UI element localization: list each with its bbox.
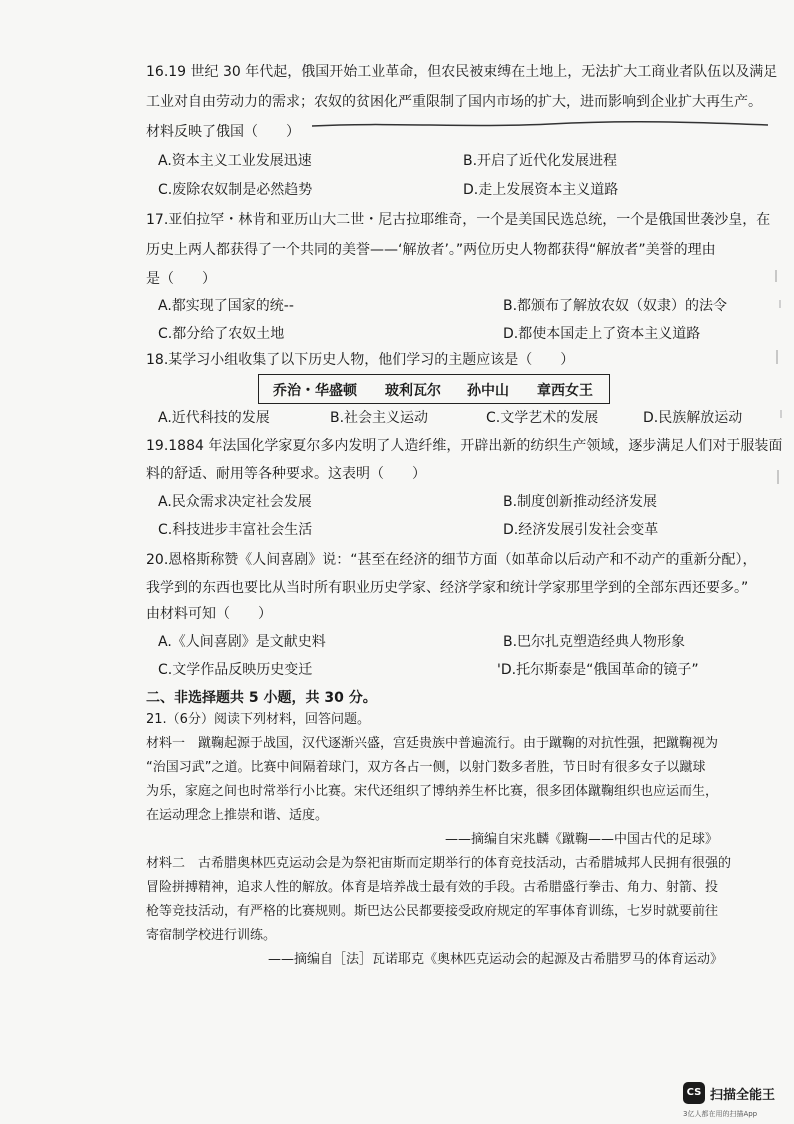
q21-intro: 21.（6分）阅读下列材料，回答问题。: [146, 712, 370, 727]
q17-option-a: A.都实现了国家的统--: [158, 298, 294, 314]
q17-option-c: C.都分给了农奴土地: [158, 326, 285, 342]
q17-stem-line1: 17.亚伯拉罕・林肯和亚历山大二世・尼古拉耶维奇，一个是美国民选总统，一个是俄国世袭沙皇，在: [146, 212, 771, 228]
q20-option-d: 'D.托尔斯泰是“俄国革命的镜子”: [497, 662, 699, 678]
q18-option-c: C.文学艺术的发展: [486, 410, 599, 426]
q16-option-d: D.走上发展资本主义道路: [463, 182, 619, 198]
scan-edge-marks: [772, 260, 786, 520]
q20-stem-line3: 由材料可知（ ）: [146, 606, 272, 622]
q18-option-d: D.民族解放运动: [643, 410, 743, 426]
q16-option-a: A.资本主义工业发展迅速: [158, 153, 312, 169]
historical-figures-box: [258, 374, 610, 404]
q20-option-b: B.巴尔扎克塑造经典人物形象: [503, 634, 686, 650]
q19-option-c: C.科技进步丰富社会生活: [158, 522, 313, 538]
q21-material2-line4: 寄宿制学校进行训练。: [146, 928, 277, 943]
q20-option-a: A.《人间喜剧》是文献史料: [158, 634, 326, 650]
q21-material1-source: ——摘编自宋兆麟《蹴鞠——中国古代的足球》: [445, 832, 719, 847]
q19-stem-line2: 料的舒适、耐用等各种要求。这表明（ ）: [146, 466, 426, 482]
q21-material2-line1: 材料二 古希腊奥林匹克运动会是为祭祀宙斯而定期举行的体育竞技活动，古希腊城邦人民拥有很强的: [146, 856, 732, 871]
q17-stem-line3: 是（ ）: [146, 271, 216, 287]
q21-material1-line3: 为乐，家庭之间也时常举行小比赛。宋代还组织了博纳养生杯比赛，很多团体蹴鞠组织也应运而生，: [146, 784, 719, 799]
q20-stem-line2: 我学到的东西也要比从当时所有职业历史学家、经济学家和统计学家那里学到的全部东西还要多。”: [146, 580, 749, 596]
watermark-tagline: 3亿人都在用的扫描App: [683, 1110, 758, 1118]
q21-material1-line4: 在运动理念上推崇和谐、适度。: [146, 808, 329, 823]
q18-stem: 18.某学习小组收集了以下历史人物，他们学习的主题应该是（ ）: [146, 352, 575, 368]
figure-washington: 乔治・华盛顿: [273, 383, 357, 399]
q17-option-b: B.都颁布了解放农奴（奴隶）的法令: [503, 298, 728, 314]
q18-option-b: B.社会主义运动: [330, 410, 429, 426]
q16-stem-line2: 工业对自由劳动力的需求；农奴的贫困化严重限制了国内市场的扩大，进而影响到企业扩大再生产。: [146, 94, 762, 110]
q16-stem-line3: 材料反映了俄国（ ）: [146, 124, 300, 140]
q16-stem-line1: 16.19 世纪 30 年代起，俄国开始工业革命，但农民被束缚在土地上，无法扩大工商业者队伍以及满足: [146, 64, 778, 80]
q19-option-b: B.制度创新推动经济发展: [503, 494, 658, 510]
q18-option-a: A.近代科技的发展: [158, 410, 270, 426]
q19-option-a: A.民众需求决定社会发展: [158, 494, 312, 510]
q17-stem-line2: 历史上两人都获得了一个共同的美誉——‘解放者’。”两位历史人物都获得“解放者”美誉的理由: [146, 242, 716, 258]
q19-stem-line1: 19.1884 年法国化学家夏尔多内发明了人造纤维，开辟出新的纺织生产领域，逐步满足人们对于服装面: [146, 438, 783, 454]
q17-option-d: D.都使本国走上了资本主义道路: [503, 326, 701, 342]
handwritten-underline: [310, 120, 770, 130]
q21-material1-line1: 材料一 蹴鞠起源于战国，汉代逐渐兴盛，宫廷贵族中普遍流行。由于蹴鞠的对抗性强，把蹴鞠视为: [146, 736, 719, 751]
camscanner-logo-icon: CS: [683, 1082, 705, 1104]
q20-stem-line1: 20.恩格斯称赞《人间喜剧》说：“甚至在经济的细节方面（如革命以后动产和不动产的重新分配），: [146, 552, 757, 568]
q21-material2-source: ——摘编自［法］瓦诺耶克《奥林匹克运动会的起源及古希腊罗马的体育运动》: [268, 952, 724, 967]
scanner-watermark: [683, 1082, 793, 1122]
q20-option-c: C.文学作品反映历史变迁: [158, 662, 313, 678]
q21-material1-line2: “治国习武”之道。比赛中间隔着球门，双方各占一侧，以射门数多者胜，节日时有很多女子以蹴球: [146, 760, 706, 775]
q19-option-d: D.经济发展引发社会变革: [503, 522, 659, 538]
q21-material2-line2: 冒险拼搏精神，追求人性的解放。体育是培养战士最有效的手段。古希腊盛行拳击、角力、射箭、投: [146, 880, 719, 895]
q21-material2-line3: 枪等竞技活动，有严格的比赛规则。斯巴达公民都要接受政府规定的军事体育训练，七岁时就要前往: [146, 904, 719, 919]
figure-bolivar: 玻利瓦尔: [385, 383, 441, 399]
watermark-app-name: 扫描全能王: [710, 1088, 776, 1103]
q16-option-b: B.开启了近代化发展进程: [463, 153, 618, 169]
figure-rani-of-jhansi: 章西女王: [537, 383, 593, 399]
section2-heading: 二、非选择题共 5 小题，共 30 分。: [146, 690, 377, 706]
figure-sun-yat-sen: 孙中山: [467, 383, 509, 399]
q16-option-c: C.废除农奴制是必然趋势: [158, 182, 313, 198]
